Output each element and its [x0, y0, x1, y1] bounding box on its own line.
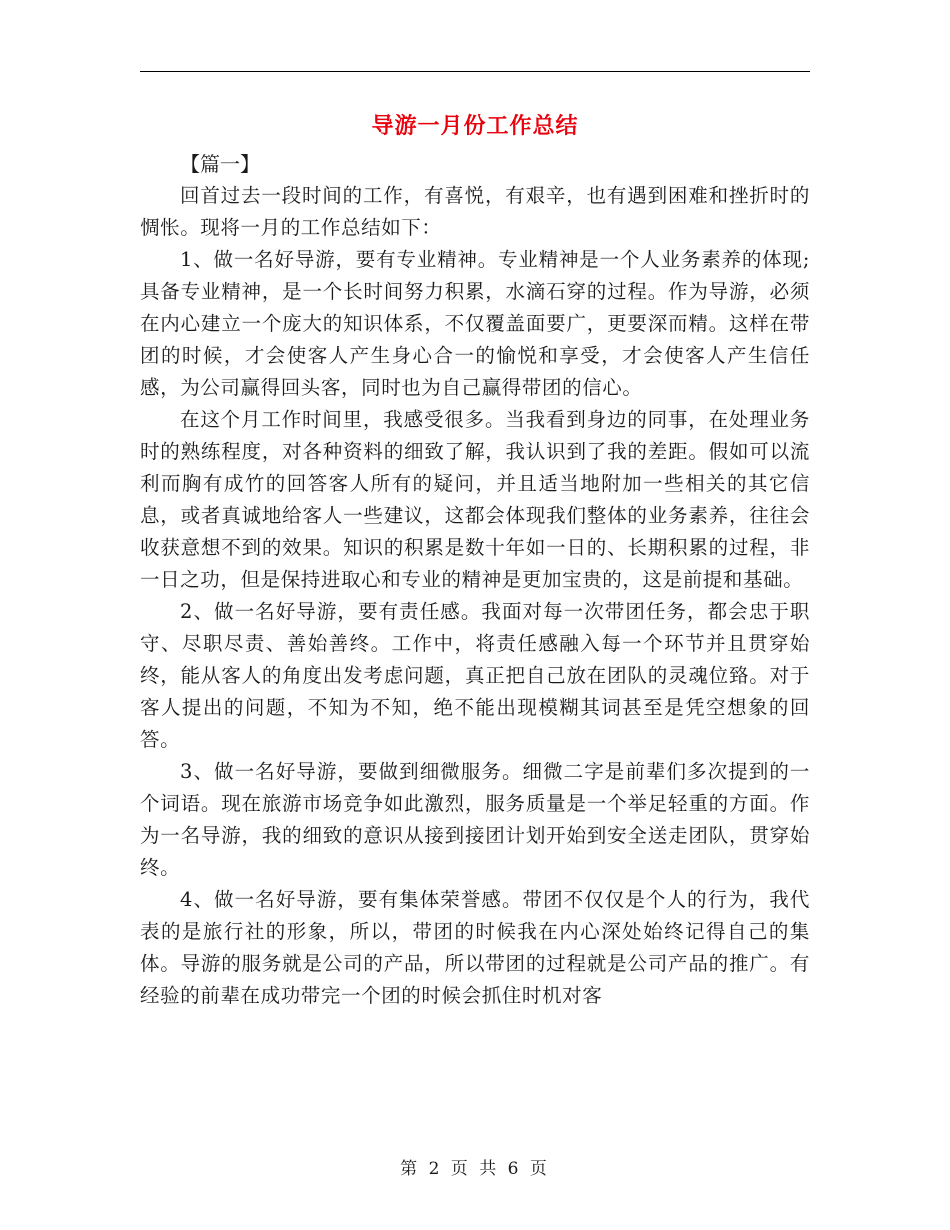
document-title: 导游一月份工作总结	[371, 113, 579, 139]
paragraph-intro: 回首过去一段时间的工作，有喜悦，有艰辛，也有遇到困难和挫折时的惆怅。现将一月的工作总结如下：	[140, 184, 810, 239]
paragraph-point-2: 2、做一名好导游，要有责任感。我面对每一次带团任务，都会忠于职守、尽职尽责、善始善终。工作中，将责任感融入每一个环节并且贯穿始终，能从客人的角度出发考虑问题，真正把自己放在团队的灵魂位臵。对于客人提出的问题，不知为不知，绝不能出现模糊其词甚至是凭空想象的回答。	[140, 600, 810, 751]
page-number-footer: 第 2 页 共 6 页	[400, 1159, 550, 1179]
paragraph-reflection: 在这个月工作时间里，我感受很多。当我看到身边的同事，在处理业务时的熟练程度，对各种资料的细致了解，我认识到了我的差距。假如可以流利而胸有成竹的回答客人所有的疑问，并且适当地附加一些相关的其它信息，或者真诚地给客人一些建议，这都会体现我们整体的业务素养，往往会收获意想不到的效果。知识的积累是数十年如一日的、长期积累的过程，非一日之功，但是保持进取心和专业的精神是更加宝贵的，这是前提和基础。	[140, 408, 810, 591]
paragraph-point-4: 4、做一名好导游，要有集体荣誉感。带团不仅仅是个人的行为，我代表的是旅行社的形象，所以，带团的时候我在内心深处始终记得自己的集体。导游的服务就是公司的产品，所以带团的过程就是公司产品的推广。有经验的前辈在成功带完一个团的时候会抓住时机对客	[140, 888, 810, 1007]
document-body	[140, 148, 810, 1012]
paragraph-point-3: 3、做一名好导游，要做到细微服务。细微二字是前辈们多次提到的一个词语。现在旅游市场竞争如此激烈，服务质量是一个举足轻重的方面。作为一名导游，我的细致的意识从接到接团计划开始到安全送走团队，贯穿始终。	[140, 760, 810, 879]
header-rule	[140, 71, 810, 72]
paragraph-point-1: 1、做一名好导游，要有专业精神。专业精神是一个人业务素养的体现;具备专业精神，是一个长时间努力积累，水滴石穿的过程。作为导游，必须在内心建立一个庞大的知识体系，不仅覆盖面要广，更要深而精。这样在带团的时候，才会使客人产生身心合一的愉悦和享受，才会使客人产生信任感，为公司赢得回头客，同时也为自己赢得带团的信心。	[140, 248, 810, 399]
section-label: 【篇一】	[180, 152, 260, 176]
